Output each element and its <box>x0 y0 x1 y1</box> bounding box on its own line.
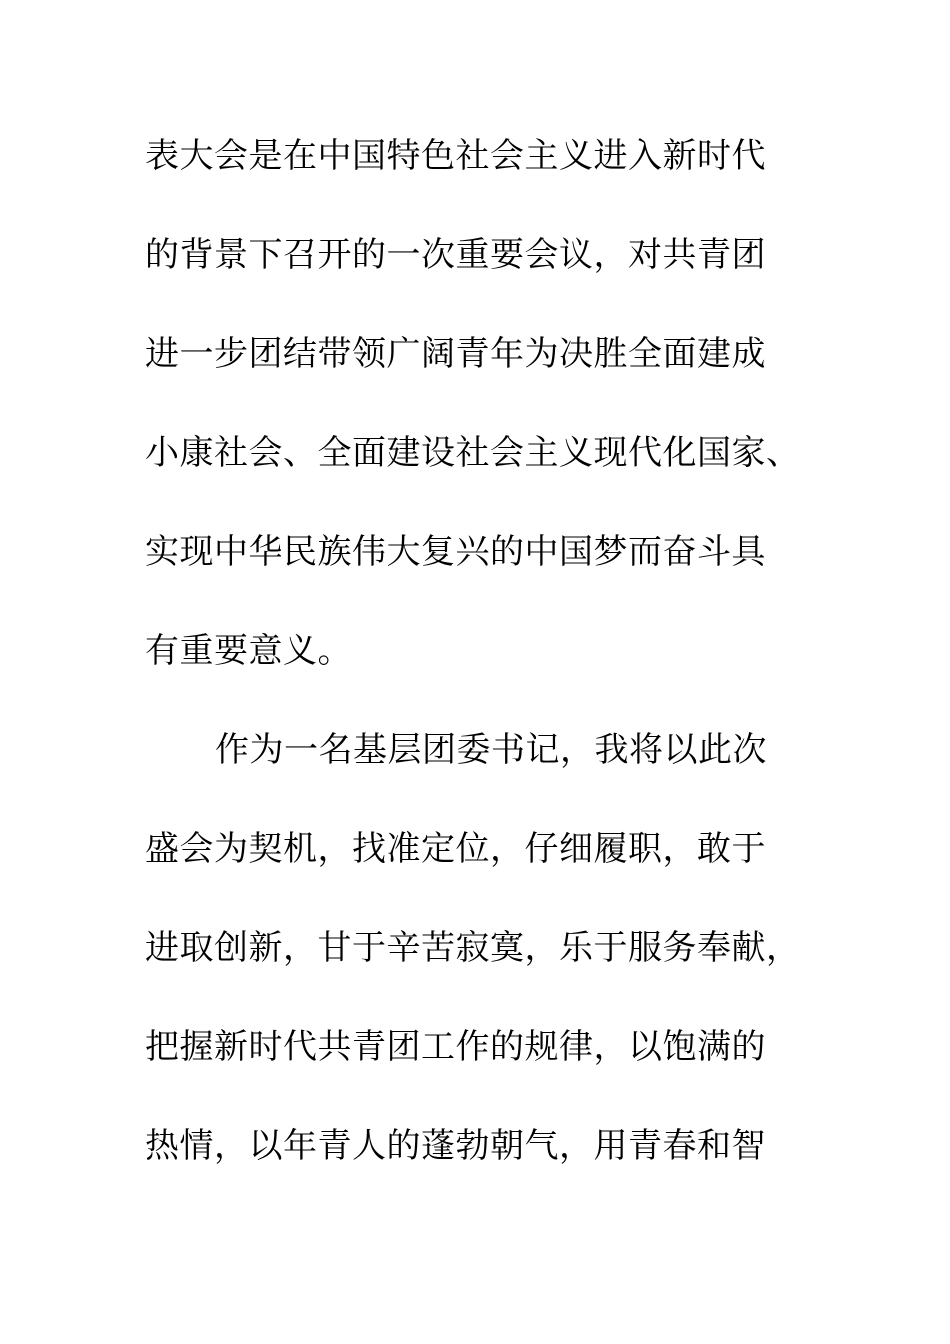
text-line: 进一步团结带领广阔青年为决胜全面建成 <box>145 334 766 374</box>
text-line: 把握新时代共青团工作的规律，以饱满的 <box>145 1027 766 1067</box>
text-line: 的背景下召开的一次重要会议，对共青团 <box>145 235 766 275</box>
text-line: 盛会为契机，找准定位，仔细履职，敢于 <box>145 829 766 869</box>
text-line: 小康社会、全面建设社会主义现代化国家、 <box>145 433 801 473</box>
text-line: 有重要意义。 <box>145 631 352 671</box>
text-line: 表大会是在中国特色社会主义进入新时代 <box>145 136 766 176</box>
text-line: 进取创新，甘于辛苦寂寞，乐于服务奉献， <box>145 928 801 968</box>
paragraph-start-line: 作为一名基层团委书记，我将以此次 <box>215 730 767 770</box>
body-text <box>145 126 865 1215</box>
text-line: 实现中华民族伟大复兴的中国梦而奋斗具 <box>145 532 766 572</box>
text-line: 热情，以年青人的蓬勃朝气，用青春和智 <box>145 1126 766 1166</box>
